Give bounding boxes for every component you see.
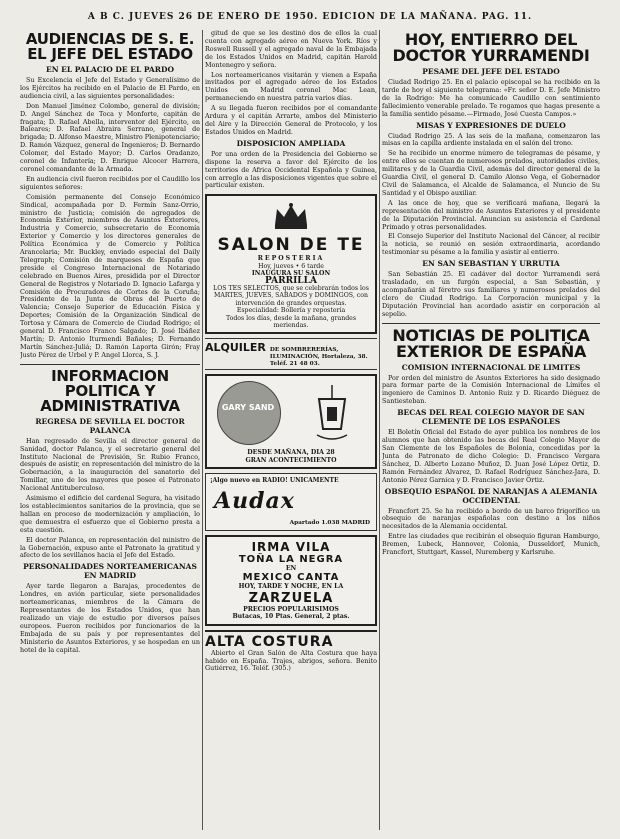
ad-alta-costura-title: ALTA COSTURA [205, 630, 377, 650]
ad-irma-line: EN [285, 564, 297, 572]
ad-salon-subtitle: REPOSTERIA [257, 255, 325, 263]
paragraph: Por una orden de la Presidencia del Gobierno se dispone la reserva a favor del Ejército de los territorios de Africa Occidental Española y Guinea, con arreglo a las disposiciones vigentes que sobre el particular existen. [205, 149, 377, 190]
paragraph: Ciudad Rodrigo 25. En el palacio episcopal se ha recibido en la tarde de hoy el siguiente telegrama: «Fr. señor D. E. Jefe Ministro de la Rodrigo: Me ha comunicado Caudillo con sentimiento fallecimiento venerable prelado. Te rogamos que hagas presente a la familia sentido pésame.—Firmado, José Cuesta Campos.» [382, 78, 600, 118]
ad-salon-line: Especialidad: Bollería y repostería [236, 307, 346, 315]
paragraph: Don Manuel Jiménez Colombo, general de división; D. Angel Sánchez de Toca y Monforte, capitán de fragata; D. Rafael Abella, interventor del Ejército, en Baleares; D. Rafael Abraira Serrano, general de brigada; D. Alfonso Maestre, Ministro Plenipotenciario; D. Ramón Vázquez, general de Ingenieros; D. Bernardo Colomer, del Estado Mayor; D. Carlos Oradanzo, coronel de Infantería; D. Enrique Alcocer Harrera, coronel comandante de la Armada. [20, 101, 200, 173]
paragraph: Comisión permanente del Consejo Económico Sindical, acompañada por D. Fermín Sanz-Orrio, ministro de Justicia; comisión de agregados de Economía Exterior, miembros de Asuntos Exteriores, Industria y Comercio, subsecretario de Economía Exterior y Comercio y los directores generales de Política Económica y de Comercio y Política Arancelaria; Mr. Buckley, enviado especial del Daily Telegraph; Comisión de marqueses de España que preside el Congreso Internacional de Notariado celebrado en Buenos Aires, presidida por el Director General de Registros y Notariado D. Ignacio Lafarga y Comisión de Procuradores de Cortes de la Coruña; Presidente de la Junta de Obras del Puerto de Valencia; Consejo Superior de Educación Física y Deportes; Comisión de la Organización Sindical de Tortosa y Cámara de Comercio de Ciudad Rodrigo; el general D. Francisco Franco Salgado; D. José Ibáñez Martín; D. Antonio Iturmendi Bañales; D. Fernando Martín Sánchez-Juliá; D. Ramón Laporta Girón; Fray Justo Pérez de Urbel y P. Angel Llorca, S. J. [20, 192, 200, 359]
paragraph: Ciudad Rodrigo 25. A las seis de la mañana, comenzaron las misas en la capilla ardiente instalada en el salón del trono. [382, 131, 600, 148]
ad-irma-line: ZARZUELA [248, 590, 334, 606]
column-middle [205, 30, 377, 830]
ad-gary-illustration [211, 379, 371, 449]
column-divider [379, 30, 380, 830]
headline-politica-exterior: NOTICIAS DE POLITICA EXTERIOR DE ESPAÑA [392, 325, 590, 361]
paragraph: Asimismo el edificio del cardenal Segura, ha visitado los establecimientos sanitarios de la provincia, que se hallan en proceso de modernización y ampliación, lo que demuestra el esfuerzo que el Gobierno presta a esta cuestión. [20, 494, 200, 534]
column-right [382, 30, 600, 830]
article-norteamericanas [20, 583, 200, 654]
headline-yurramendi: HOY, ENTIERRO DEL DOCTOR YURRAMENDI [392, 30, 590, 65]
subhead-san-sebastian: EN SAN SEBASTIAN Y URRUTIA [422, 259, 560, 269]
paragraph: Los norteamericanos visitarán y vienen a España invitados por el agregado aéreo de los Estados Unidos en Madrid coronel Mac Lean, permaneciendo en nuestra patria varios días. [205, 70, 377, 103]
ad-audax-tagline: ¡Algo nuevo en RADIO! UNICAMENTE [210, 476, 339, 484]
paragraph: El Boletín Oficial del Estado de ayer publica los nombres de los alumnos que han obtenido las becas del Real Colegio Mayor de San Clemente de los Españoles de Bolonia, concedidas por la Junta de Patronato de dicho Colegio: D. Francisco Vergara Sánchez, D. Alberto Lozano Muñoz, D. Juan José López Ortiz, D. Ramón Fernández Alvarez, D. Rafael Rodríguez Sánchez-Jara, D. Antonio Pérez Garnica y D. Francisco Javier Ortiz. [382, 428, 600, 484]
headline-informacion-politica: INFORMACION POLITICA Y ADMINISTRATIVA [40, 366, 180, 415]
article-pesame [382, 79, 600, 119]
article-disposicion [205, 151, 377, 191]
article-audiencias [20, 77, 200, 360]
crown-icon [271, 201, 311, 231]
ad-irma-line: HOY, TARDE Y NOCHE, EN LA [238, 583, 344, 591]
paragraph: A su llegada fueron recibidos por el comandante Ardura y el capitán Arrarte, ambos del Ministerio del Aire y la Dirección General de Protocolo, y los Estados Unidos en Madrid. [205, 104, 377, 136]
paragraph: Francfort 25. Se ha recibido a bordo de un barco frigorífico un obsequio de naranjas españolas con destino a los niños necesitados de la Alemania occidental. [382, 506, 600, 531]
paragraph: San Sebastián 25. El cadáver del doctor Yurramendi será trasladado, en un furgón especial, a San Sebastián, y acompañarán al féretro sus familiares y numerosos prelados del clero de Ciudad Rodrigo. La Corporación municipal y la Diputación Provincial han acordado asistir en corporación al sepelio. [382, 270, 600, 318]
ad-audax-logo: Audax [214, 487, 295, 514]
subhead-norteamericanas: PERSONALIDADES NORTEAMERICANAS EN MADRID [23, 562, 197, 581]
ad-audax [205, 473, 377, 531]
ad-salon-line: LOS TES SELECTOS, que se celebrarán todos los MARTES, JUEVES, SABADOS y DOMINGOS, con intervención de grandes orquestas. [213, 284, 369, 307]
subhead-pardo: EN EL PALACIO DE EL PARDO [45, 65, 175, 74]
article-limites [382, 375, 600, 407]
paragraph: Su Excelencia el Jefe del Estado y Generalísimo de los Ejércitos ha recibido en el Palacio de El Pardo, en audiencia civil, a las siguientes personalidades: [20, 76, 200, 100]
divider [382, 323, 600, 324]
article-naranjas [382, 508, 600, 557]
ad-gary-line: GRAN ACONTECIMIENTO [245, 456, 337, 464]
ad-gary-sand [205, 374, 377, 469]
paragraph: Se ha recibido un enorme número de telegramas de pésame, y entre ellos se cuentan de numerosos prelados, autoridades civiles, militares y de la Guardia Civil, además del director general de la Guardia Civil, el general D. Camilo Alonso Vega, el Gobernador Civil de Salamanca, el Alcalde de Salamanca, el Nuncio de Su Santidad y el Obispo auxiliar. [382, 149, 600, 197]
ad-irma-line: TOÑA LA NEGRA [238, 553, 344, 565]
page-header: A B C. JUEVES 26 DE ENERO DE 1950. EDICION DE LA MAÑANA. PAG. 11. [87, 12, 533, 22]
ad-salon-line: PARRILLA [265, 275, 317, 286]
paragraph: Abierto el Gran Salón de Alta Costura que haya habido en España. Trajes, abrigos, señora. Benito Gutiérrez, 16. Teléf. (305.) [205, 648, 377, 673]
paragraph: Por orden del ministro de Asuntos Exteriores ha sido designado para formar parte de la Comisión Internacional de Límites el ingeniero de Caminos D. Antonio Ruiz y D. Ricardo Diéguez de Santiesteban. [382, 373, 600, 406]
ad-alquiler [205, 338, 377, 370]
ad-gary-line: DESDE MAÑANA, DIA 28 [247, 449, 335, 457]
ad-salon-title: SALON DE TE [217, 235, 365, 256]
ad-irma-line: IRMA VILA [251, 539, 331, 554]
column-left [20, 30, 200, 830]
lantern-icon [307, 385, 357, 445]
paragraph: Ayer tarde llegaron a Barajas, procedentes de Londres, en avión particular, siete personalidades norteamericanas, miembros de la Cámara de Representantes de los Estados Unidos, que han realizado un viaje de estudio por diversos países europeos. Fueron recibidos por funcionarios de la Embajada de su país y por representantes del Ministerio de Asuntos Exteriores, y se hospedan en un hotel de la capital. [20, 582, 200, 654]
article-misas [382, 133, 600, 258]
paragraph: A las once de hoy, que se verificará mañana, llegará la representación del ministro de Asuntos Exteriores y el presidente de la Diputación Provincial. Anuncian su asistencia el Cardenal Primado y otras personalidades. [382, 198, 600, 231]
ad-irma-vila [205, 535, 377, 626]
ad-alquiler-details: DE SOMBRERERÍAS, ILUMINACIÓN, Hortaleza, 38. Teléf. 21 48 03. [269, 347, 368, 367]
ad-alta-costura-body [205, 650, 377, 674]
subhead-becas: BECAS DEL REAL COLEGIO MAYOR DE SAN CLEMENTE DE LOS ESPAÑOLES [397, 408, 585, 427]
article-palanca [20, 438, 200, 561]
article-becas [382, 429, 600, 484]
paragraph: El doctor Palanca, en representación del ministro de la Gobernación, expuso ante el Patronato la gratitud y afecto de los sevillanos hacia el Jefe del Estado. [20, 535, 200, 560]
paragraph: El Consejo Superior del Instituto Nacional del Cáncer, al recibir la noticia, se reunió en sesión extraordinaria, acordando testimoniar su pésame a la familia y asistir al entierro. [382, 232, 600, 257]
paragraph: gitud de que se les destinó dos de ellos la cual cuenta con agregado aéreo en Nueva York. Ríos y Roswell Russell y el agregado naval de la Embajada de los Estados Unidos en Madrid, capitán Harold Montenegro y señora. [205, 30, 377, 69]
subhead-misas: MISAS Y EXPRESIONES DE DUELO [416, 120, 566, 130]
ad-salon-line: INAUGURA SU SALON [251, 270, 331, 278]
paragraph: En audiencia civil fueron recibidos por el Caudillo los siguientes señores: [20, 174, 200, 191]
headline-audiencias: AUDIENCIAS DE S. E. EL JEFE DEL ESTADO [25, 30, 195, 63]
ad-irma-line: Butacas, 10 Ptas. General, 2 ptas. [232, 613, 350, 621]
subhead-naranjas: OBSEQUIO ESPAÑOL DE NARANJAS A ALEMANIA OCCIDENTAL [384, 486, 598, 505]
ad-salon-line: Hoy, jueves • 6 tarde [258, 262, 324, 270]
ad-salon-de-te [205, 194, 377, 334]
ad-irma-line: MEXICO CANTA [242, 572, 340, 584]
paragraph: Entre las ciudades que recibirán el obsequio figuran Hamburgo, Bremen, Lubeck, Hannover, Colonia, Dusseldorf, Munich, Francfort, Stuttgart, Kassel, Nuremberg y Karlsruhe. [382, 532, 600, 557]
ad-alquiler-word: ALQUILER [205, 341, 266, 355]
ad-irma-line: PRECIOS POPULARISIMOS [243, 605, 339, 613]
subhead-palanca: REGRESA DE SEVILLA EL DOCTOR PALANCA [35, 416, 185, 435]
ad-salon-line: Todos los días, desde la mañana, grandes meriendas. [225, 314, 357, 329]
subhead-pesame: PESAME DEL JEFE DEL ESTADO [422, 67, 560, 76]
subhead-disposicion: DISPOSICION AMPLIADA [236, 138, 346, 148]
ad-gary-name: GARY SAND [221, 403, 275, 413]
paragraph: Han regresado de Sevilla el director general de Sanidad, doctor Palanca, y el secretario general del Instituto Nacional de Previsión, Sr. Rubio Franco, después de asistir, en representación del ministro de la Gobernación, a la inauguración del sanatorio del Tomillar, uno de los mayores que posee el Patronato Nacional Antituberculoso. [20, 436, 200, 493]
ad-audax-address: Apartado 1.038 MADRID [289, 519, 370, 526]
portrait-image [217, 381, 281, 445]
subhead-limites: COMISION INTERNACIONAL DE LIMITES [401, 362, 581, 372]
article-san-sebastian [382, 271, 600, 318]
column-divider [202, 30, 203, 830]
divider [20, 364, 200, 365]
article-continuation [205, 30, 377, 137]
